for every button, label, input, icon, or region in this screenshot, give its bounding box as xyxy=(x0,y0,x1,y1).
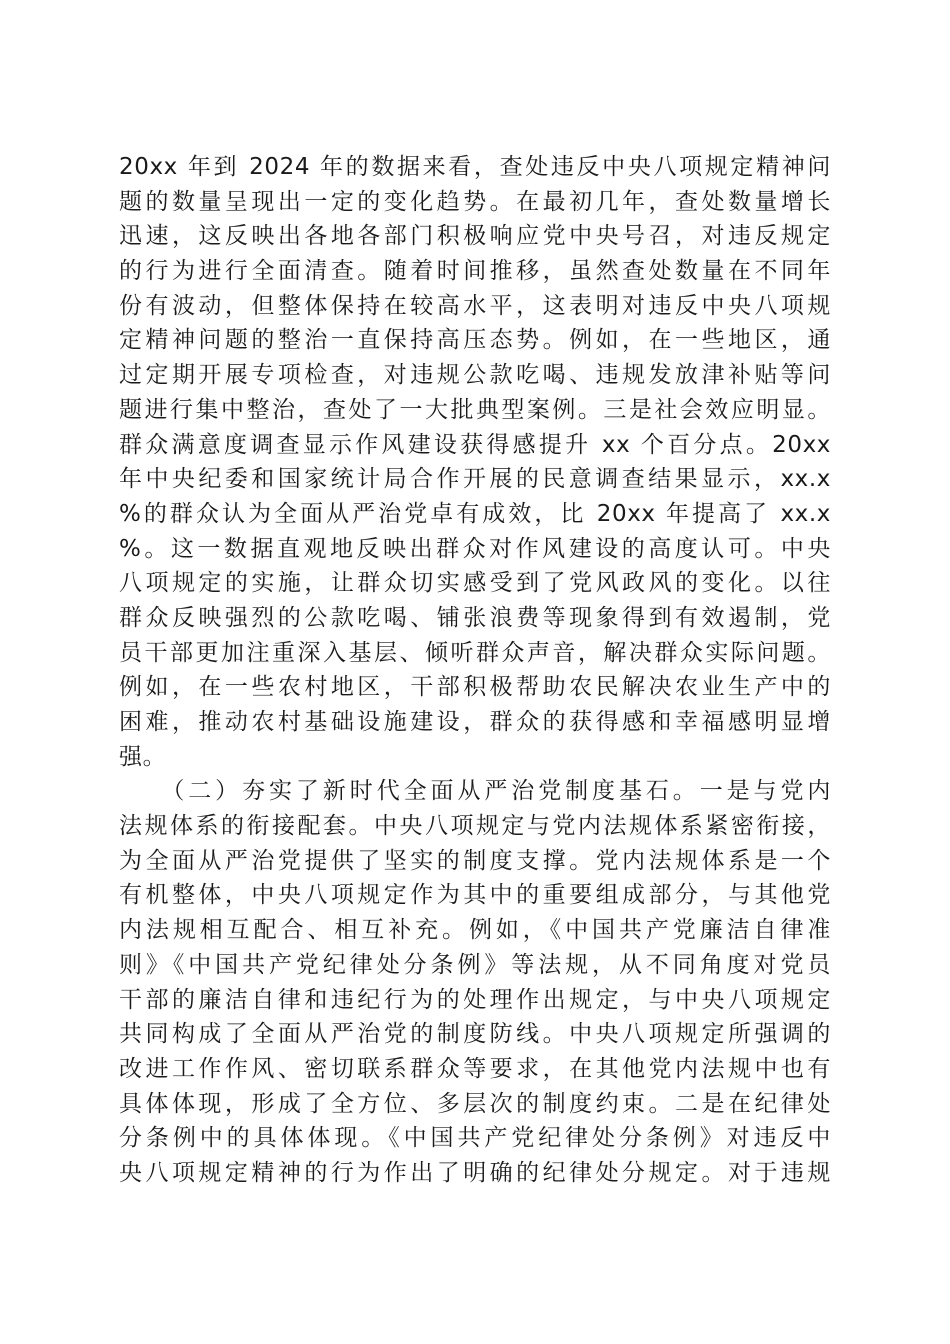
text-line: 分条例中的具体体现。《中国共产党纪律处分条例》对违反中 xyxy=(119,1125,831,1152)
text-line: 群众满意度调查显示作风建设获得感提升 xx 个百分点。20xx xyxy=(119,431,831,458)
text-line: 群众反映强烈的公款吃喝、铺张浪费等现象得到有效遏制，党 xyxy=(119,604,831,631)
text-line: 份有波动，但整体保持在较高水平，这表明对违反中央八项规 xyxy=(119,292,831,319)
text-line: 员干部更加注重深入基层、倾听群众声音，解决群众实际问题。 xyxy=(119,639,831,666)
text-line: 20xx 年到 2024 年的数据来看，查处违反中央八项规定精神问 xyxy=(119,154,831,180)
text-line: 央八项规定精神的行为作出了明确的纪律处分规定。对于违规 xyxy=(119,1159,831,1186)
text-line: 法规体系的衔接配套。中央八项规定与党内法规体系紧密衔接， xyxy=(119,813,831,840)
text-line: 为全面从严治党提供了坚实的制度支撑。党内法规体系是一个 xyxy=(119,847,831,874)
text-line: 具体体现，形成了全方位、多层次的制度约束。二是在纪律处 xyxy=(119,1090,831,1117)
text-line: 困难，推动农村基础设施建设，群众的获得感和幸福感明显增 xyxy=(119,709,831,735)
text-line: 年中央纪委和国家统计局合作开展的民意调查结果显示，xx.x xyxy=(119,466,831,493)
text-line: 题的数量呈现出一定的变化趋势。在最初几年，查处数量增长 xyxy=(119,188,831,215)
text-line: %。这一数据直观地反映出群众对作风建设的高度认可。中央 xyxy=(119,535,831,562)
text-line: 强。 xyxy=(119,743,167,770)
text-line: 八项规定的实施，让群众切实感受到了党风政风的变化。以往 xyxy=(119,570,831,597)
text-line: 迅速，这反映出各地各部门积极响应党中央号召，对违反规定 xyxy=(119,223,831,250)
text-line: 定精神问题的整治一直保持高压态势。例如，在一些地区，通 xyxy=(119,327,831,354)
body-text xyxy=(119,150,831,1191)
text-line: 改进工作作风、密切联系群众等要求，在其他党内法规中也有 xyxy=(119,1055,831,1082)
text-line: （二）夯实了新时代全面从严治党制度基石。一是与党内 xyxy=(119,778,831,805)
text-line: 有机整体，中央八项规定作为其中的重要组成部分，与其他党 xyxy=(119,882,831,909)
text-line: 例如，在一些农村地区，干部积极帮助农民解决农业生产中的 xyxy=(119,674,831,701)
text-line: 题进行集中整治，查处了一大批典型案例。三是社会效应明显。 xyxy=(119,396,831,423)
text-line: 过定期开展专项检查，对违规公款吃喝、违规发放津补贴等问 xyxy=(119,362,831,389)
text-line: 内法规相互配合、相互补充。例如，《中国共产党廉洁自律准 xyxy=(119,917,831,944)
text-line: 共同构成了全面从严治党的制度防线。中央八项规定所强调的 xyxy=(119,1021,831,1048)
text-line: %的群众认为全面从严治党卓有成效，比 20xx 年提高了 xx.x xyxy=(119,500,831,527)
text-line: 则》《中国共产党纪律处分条例》等法规，从不同角度对党员 xyxy=(119,951,831,978)
text-line: 干部的廉洁自律和违纪行为的处理作出规定，与中央八项规定 xyxy=(119,986,831,1013)
text-line: 的行为进行全面清查。随着时间推移，虽然查处数量在不同年 xyxy=(119,258,831,285)
